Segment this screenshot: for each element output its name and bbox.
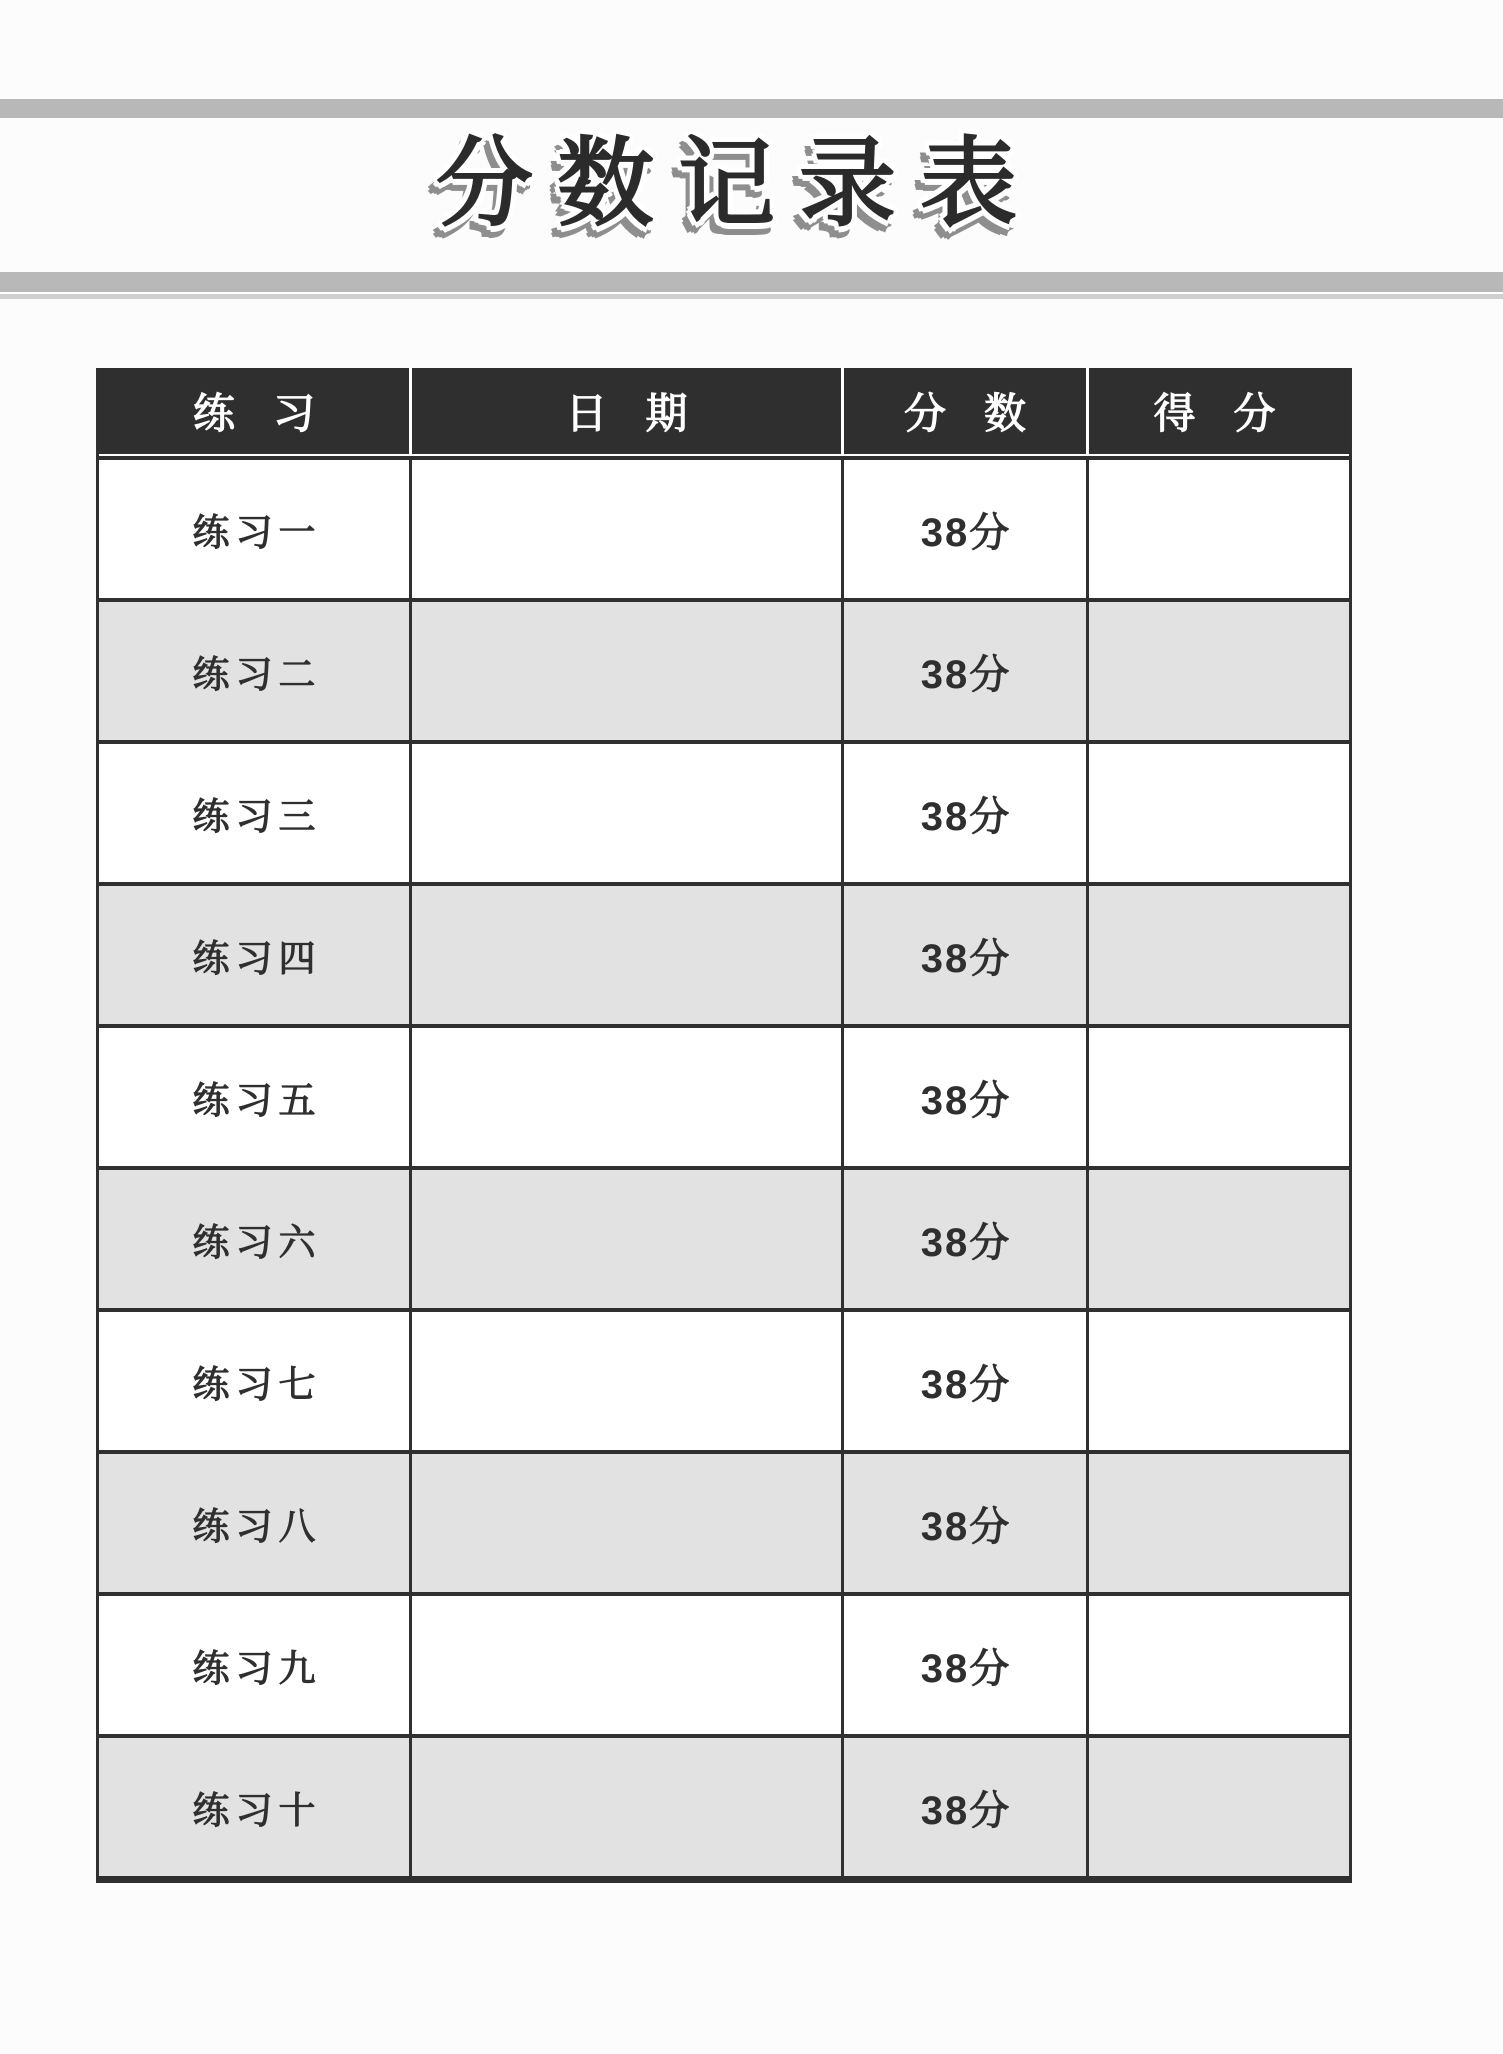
score-label: 38分 xyxy=(920,1788,1012,1833)
score-cell xyxy=(841,602,1086,740)
exercise-cell xyxy=(99,460,409,598)
header-label-date: 日期 xyxy=(565,390,726,437)
table-row xyxy=(99,1308,1349,1450)
header-cell-exercise xyxy=(99,368,409,454)
exercise-cell xyxy=(99,1170,409,1308)
table-row xyxy=(99,598,1349,740)
date-cell xyxy=(409,1596,841,1734)
exercise-label: 练习三 xyxy=(192,796,322,837)
date-cell xyxy=(409,1312,841,1450)
score-cell xyxy=(841,1028,1086,1166)
score-label: 38分 xyxy=(920,794,1012,839)
earned-cell xyxy=(1086,1738,1340,1876)
top-divider-bar xyxy=(0,99,1503,118)
exercise-label: 练习一 xyxy=(192,512,322,553)
header-label-exercise: 练习 xyxy=(192,390,353,437)
page-title: 分数记录表 xyxy=(436,129,1041,238)
exercise-label: 练习六 xyxy=(192,1222,322,1263)
exercise-label: 练习四 xyxy=(192,938,322,979)
exercise-label: 练习七 xyxy=(192,1364,322,1405)
exercise-cell xyxy=(99,602,409,740)
table-row xyxy=(99,1450,1349,1592)
date-cell xyxy=(409,1028,841,1166)
exercise-cell xyxy=(99,744,409,882)
exercise-label: 练习五 xyxy=(192,1080,322,1121)
score-label: 38分 xyxy=(920,1220,1012,1265)
header-label-score: 分数 xyxy=(903,390,1064,437)
exercise-label: 练习十 xyxy=(192,1790,322,1831)
exercise-label: 练习八 xyxy=(192,1506,322,1547)
header-label-earned: 得分 xyxy=(1153,390,1314,437)
table-row xyxy=(99,1166,1349,1308)
table-row xyxy=(99,1024,1349,1166)
date-cell xyxy=(409,886,841,1024)
table-row xyxy=(99,456,1349,598)
header-cell-score xyxy=(841,368,1086,454)
date-cell xyxy=(409,1170,841,1308)
table-row xyxy=(99,1734,1349,1876)
score-cell xyxy=(841,1596,1086,1734)
score-cell xyxy=(841,1312,1086,1450)
score-table xyxy=(96,368,1352,1883)
score-label: 38分 xyxy=(920,1646,1012,1691)
score-label: 38分 xyxy=(920,1362,1012,1407)
earned-cell xyxy=(1086,1596,1340,1734)
exercise-cell xyxy=(99,1312,409,1450)
score-cell xyxy=(841,744,1086,882)
earned-cell xyxy=(1086,460,1340,598)
score-label: 38分 xyxy=(920,510,1012,555)
exercise-cell xyxy=(99,1738,409,1876)
score-cell xyxy=(841,1454,1086,1592)
table-row xyxy=(99,882,1349,1024)
earned-cell xyxy=(1086,1170,1340,1308)
earned-cell xyxy=(1086,1454,1340,1592)
earned-cell xyxy=(1086,886,1340,1024)
exercise-label: 练习九 xyxy=(192,1648,322,1689)
date-cell xyxy=(409,1738,841,1876)
date-cell xyxy=(409,460,841,598)
exercise-cell xyxy=(99,1028,409,1166)
table-row xyxy=(99,1592,1349,1734)
score-label: 38分 xyxy=(920,1504,1012,1549)
date-cell xyxy=(409,744,841,882)
exercise-cell xyxy=(99,1454,409,1592)
earned-cell xyxy=(1086,1312,1340,1450)
table-header-row xyxy=(99,368,1349,454)
exercise-cell xyxy=(99,1596,409,1734)
bottom-divider-bar xyxy=(0,272,1503,294)
header-cell-date xyxy=(409,368,841,454)
earned-cell xyxy=(1086,602,1340,740)
earned-cell xyxy=(1086,744,1340,882)
exercise-cell xyxy=(99,886,409,1024)
score-label: 38分 xyxy=(920,1078,1012,1123)
exercise-label: 练习二 xyxy=(192,654,322,695)
score-cell xyxy=(841,886,1086,1024)
date-cell xyxy=(409,1454,841,1592)
score-cell xyxy=(841,1738,1086,1876)
score-label: 38分 xyxy=(920,936,1012,981)
table-row xyxy=(99,740,1349,882)
score-cell xyxy=(841,1170,1086,1308)
earned-cell xyxy=(1086,1028,1340,1166)
score-label: 38分 xyxy=(920,652,1012,697)
date-cell xyxy=(409,602,841,740)
header-cell-earned xyxy=(1086,368,1340,454)
score-cell xyxy=(841,460,1086,598)
